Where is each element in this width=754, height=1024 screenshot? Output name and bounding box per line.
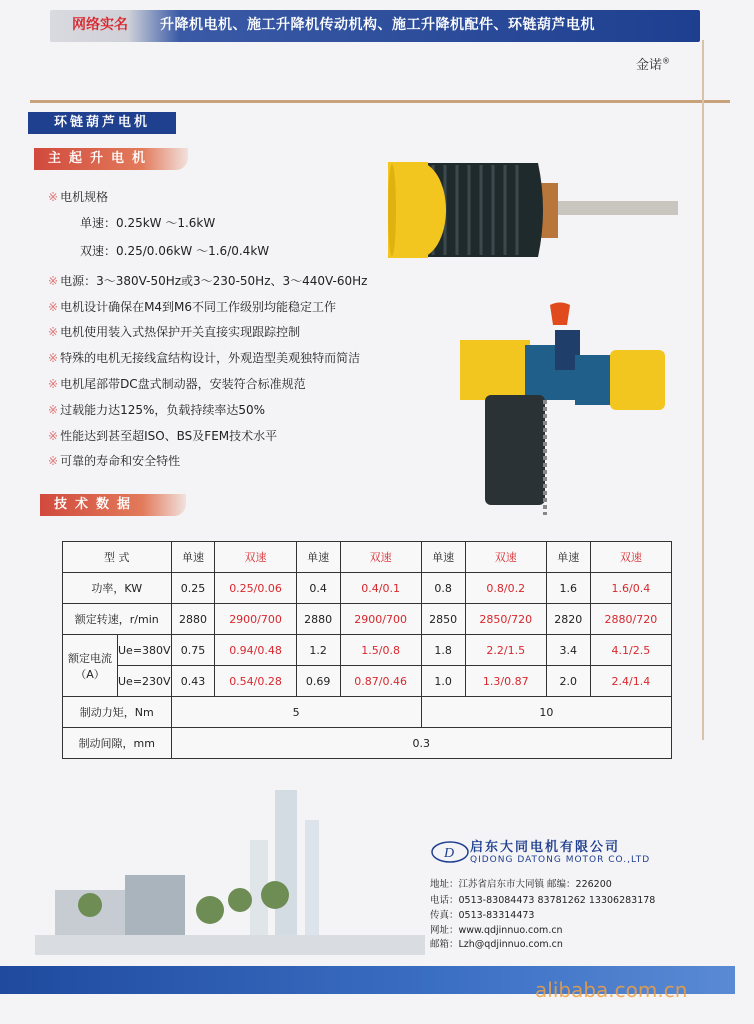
table-cell: 1.6 <box>546 573 590 604</box>
feature-text: 特殊的电机无接线盒结构设计，外观造型美观独特而简洁 <box>60 351 361 365</box>
feature-item <box>48 349 360 366</box>
table-row <box>63 573 672 604</box>
table-cell: 1.2 <box>296 635 340 666</box>
feature-item <box>48 401 265 418</box>
bullet-icon: ※ <box>48 403 59 417</box>
company-name-en: QIDONG DATONG MOTOR CO.,LTD <box>470 855 651 865</box>
registered-icon: ® <box>662 56 671 66</box>
current-unit: （A） <box>75 667 105 681</box>
table-cell: 0.3 <box>171 728 671 759</box>
table-cell: 0.25 <box>171 573 215 604</box>
table-cell: 2900/700 <box>215 604 296 635</box>
company-name-cn: 启东大同电机有限公司 <box>470 840 621 855</box>
header-single: 单速 <box>421 542 465 573</box>
table-cell: 2850 <box>421 604 465 635</box>
header-single: 单速 <box>296 542 340 573</box>
current-label <box>63 635 118 697</box>
table-cell: 0.25/0.06 <box>215 573 296 604</box>
table-cell: 1.5/0.8 <box>340 635 421 666</box>
feature-text: 性能达到甚至超ISO、BS及FEM技术水平 <box>60 429 278 443</box>
spec-dual: 双速：0.25/0.06kW ～1.6/0.4kW <box>80 244 270 258</box>
current-label-text: 额定电流 <box>68 651 112 665</box>
section-tech-data: 技术数据 <box>40 494 186 516</box>
table-row <box>63 604 672 635</box>
feature-item <box>48 323 300 340</box>
header-dual: 双速 <box>465 542 546 573</box>
feature-item <box>48 272 367 289</box>
company-email[interactable]: 邮箱：Lzh@qdjinnuo.com.cn <box>430 939 563 950</box>
ue380-label: Ue=380V <box>118 635 172 666</box>
spec-heading <box>48 188 108 205</box>
table-cell: 0.54/0.28 <box>215 666 296 697</box>
table-cell: 2880/720 <box>590 604 671 635</box>
realname-tag: 网络实名 <box>72 17 128 33</box>
power-label: 功率，KW <box>63 573 172 604</box>
table-cell: 4.1/2.5 <box>590 635 671 666</box>
company-address: 地址：江苏省启东市大同镇 邮编：226200 <box>430 879 612 890</box>
bullet-icon: ※ <box>48 351 59 365</box>
table-cell: 0.69 <box>296 666 340 697</box>
bullet-icon: ※ <box>48 274 59 288</box>
table-cell: 2850/720 <box>465 604 546 635</box>
table-cell: 0.8 <box>421 573 465 604</box>
table-cell: 2.4/1.4 <box>590 666 671 697</box>
divider <box>30 100 730 103</box>
bullet-icon: ※ <box>48 325 59 339</box>
feature-text: 电机尾部带DC盘式制动器，安装符合标准规范 <box>60 377 306 391</box>
table-cell: 0.4 <box>296 573 340 604</box>
header-dual: 双速 <box>590 542 671 573</box>
company-website[interactable]: 网址：www.qdjinnuo.com.cn <box>430 925 563 936</box>
watermark: alibaba.com.cn <box>535 978 688 1002</box>
table-cell: 0.94/0.48 <box>215 635 296 666</box>
feature-item <box>48 375 306 392</box>
bullet-icon: ※ <box>48 429 59 443</box>
table-cell: 2880 <box>171 604 215 635</box>
company-phone: 电话：0513-83084473 83781262 13306283178 <box>430 895 656 906</box>
spec-title: 电机规格 <box>60 190 109 204</box>
table-cell: 0.87/0.46 <box>340 666 421 697</box>
feature-item <box>48 298 336 315</box>
header-single: 单速 <box>171 542 215 573</box>
spec-single: 单速：0.25kW ～1.6kW <box>80 216 216 230</box>
table-cell: 1.8 <box>421 635 465 666</box>
table-row <box>63 635 672 666</box>
table-row <box>63 542 672 573</box>
city-skyline-image <box>35 780 425 965</box>
table-row <box>63 666 672 697</box>
hoist-image <box>455 300 670 525</box>
feature-text: 电机使用装入式热保护开关直接实现跟踪控制 <box>60 325 301 339</box>
brand-text: 金诺 <box>636 58 663 73</box>
divider-vertical <box>702 40 704 740</box>
table-cell: 2880 <box>296 604 340 635</box>
table-cell: 3.4 <box>546 635 590 666</box>
table-cell: 0.8/0.2 <box>465 573 546 604</box>
table-cell: 2900/700 <box>340 604 421 635</box>
table-cell: 0.43 <box>171 666 215 697</box>
header-single: 单速 <box>546 542 590 573</box>
header-dual: 双速 <box>215 542 296 573</box>
table-cell: 1.3/0.87 <box>465 666 546 697</box>
feature-item <box>48 427 277 444</box>
bullet-icon: ※ <box>48 454 59 468</box>
table-cell: 0.4/0.1 <box>340 573 421 604</box>
brand-name <box>636 54 670 73</box>
logo-letter: D <box>444 846 455 861</box>
table-cell: 1.0 <box>421 666 465 697</box>
banner-title: 升降机电机、施工升降机传动机构、施工升降机配件、环链葫芦电机 <box>160 17 595 33</box>
section-product-title: 环链葫芦电机 <box>28 112 176 134</box>
table-row <box>63 697 672 728</box>
table-cell: 1.6/0.4 <box>590 573 671 604</box>
table-cell: 5 <box>171 697 421 728</box>
bullet-icon: ※ <box>48 377 59 391</box>
model-label: 型 式 <box>63 542 172 573</box>
header-dual: 双速 <box>340 542 421 573</box>
feature-text: 电源：3～380V-50Hz或3～230-50Hz、3～440V-60Hz <box>60 274 368 288</box>
feature-text: 电机设计确保在M4到M6不同工作级别均能稳定工作 <box>60 300 337 314</box>
table-row <box>63 728 672 759</box>
feature-text: 可靠的寿命和安全特性 <box>60 454 181 468</box>
motor-image <box>388 153 688 268</box>
table-cell: 0.75 <box>171 635 215 666</box>
bullet-icon: ※ <box>48 190 59 204</box>
speed-label: 额定转速，r/min <box>63 604 172 635</box>
table-cell: 10 <box>421 697 671 728</box>
gap-label: 制动间隙，mm <box>63 728 172 759</box>
feature-item <box>48 452 180 469</box>
feature-text: 过载能力达125%，负载持续率达50% <box>60 403 266 417</box>
company-fax: 传真：0513-83314473 <box>430 910 535 921</box>
section-main-motor: 主起升电机 <box>34 148 188 170</box>
spec-table <box>62 541 672 759</box>
table-cell: 2.2/1.5 <box>465 635 546 666</box>
torque-label: 制动力矩，Nm <box>63 697 172 728</box>
table-cell: 2.0 <box>546 666 590 697</box>
ue230-label: Ue=230V <box>118 666 172 697</box>
bullet-icon: ※ <box>48 300 59 314</box>
table-cell: 2820 <box>546 604 590 635</box>
